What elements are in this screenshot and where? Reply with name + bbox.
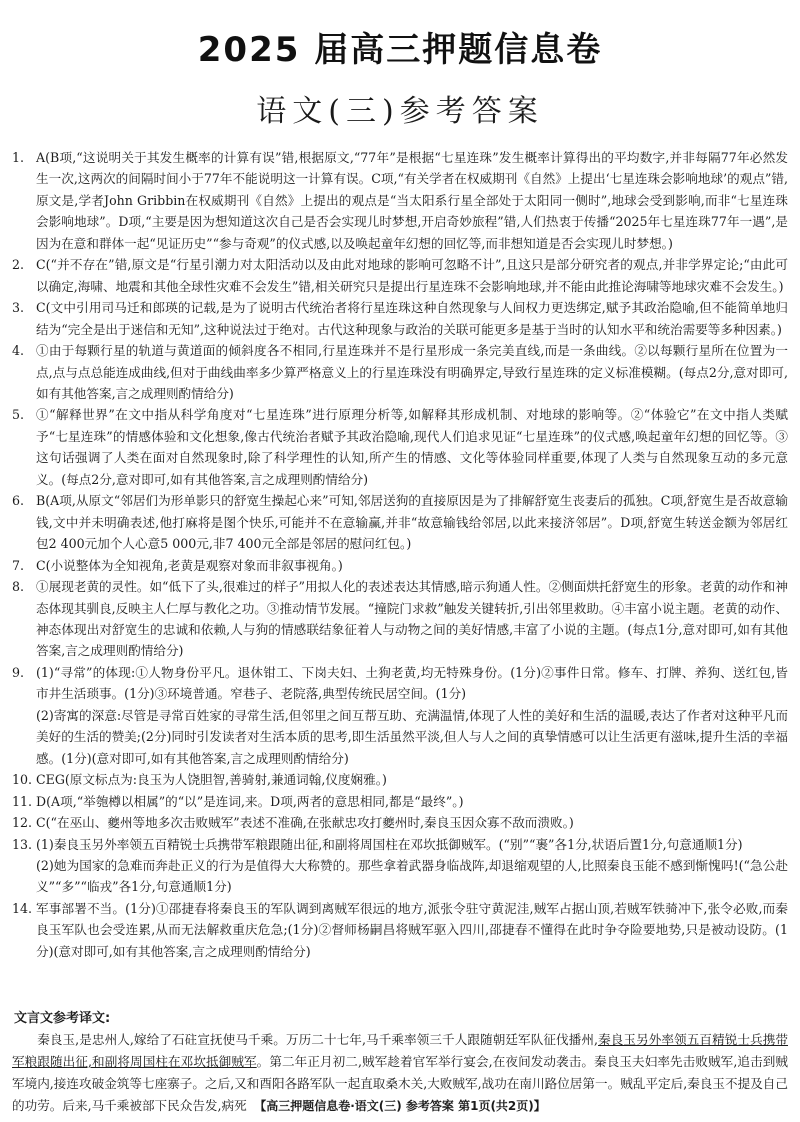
answer-text: C(“在巫山、夔州等地多次击败贼军”表述不准确,在张献忠攻打夔州时,秦良玉因众寡不敌而溃败。) [36,815,574,831]
page-subtitle: 语文(三)参考答案 [256,94,544,129]
answer-text: A(B项,“这说明关于其发生概率的计算有误”错,根据原文,“77年”是根据“七星连珠”发生概率计算得出的平均数字,并非每隔77年必然发生一次,这两次的间隔时间小于77年不能说明这一计算有误。C项,“有关学者在权威期刊《自然》上提出‘七星连珠会影响地球’的观点”错,原文是,学者John Gribbin在权威期刊《自然》上提出的观点是“当太阳系行星全部处于太阳同一侧时”,地球会受到影响,而非“七星连珠会影响地球”。D项,“主要是因为想知道这次自己是否会实现儿时梦想,开启奇妙旅程”错,人们热衷于传播“2025年七星连珠77年一遇”,是因为在意和群体一起“见证历史”“参与奇观”的仪式感,以及唤起童年幻想的回忆等,而非想知道是否会实现儿时梦想。) [36,150,788,251]
answer-text: (1)“寻常”的体现:①人物身份平凡。退休钳工、下岗夫妇、土狗老黄,均无特殊身份。(1分)②事件日常。修车、打牌、养狗、送红包,皆市井生活琐事。(1分)③环境普通。窄巷子、老院落,典型传统民居空间。(1分) [36,664,788,702]
answer-number: 13. [12,836,33,852]
answer-item [12,404,788,490]
answer-text: D(A项,“举匏樽以相属”的“以”是连词,来。D项,两者的意思相同,都是“最终”。) [36,793,464,809]
answer-item [12,297,788,340]
answer-item [12,834,788,855]
answer-number: 14. [12,900,33,916]
answer-number: 3. [12,300,25,316]
answer-number: 10. [12,772,33,788]
answer-number: 11. [12,793,33,809]
answer-number: 9. [12,664,25,680]
answer-text: B(A项,从原文“邻居们为形单影只的舒宽生操起心来”可知,邻居送狗的直接原因是为了排解舒宽生丧妻后的孤独。C项,舒宽生是否故意输钱,文中并未明确表述,他打麻将是图个快乐,可能并不在意输赢,并非“故意输钱给邻居,以此来接济邻居”。D项,舒宽生转送金额为邻居红包2 400元加个人心意5 000元,非7 400元全部是邻居的慰问红包。) [36,493,788,552]
answer-text: CEG(原文标点为:良玉为人饶胆智,善骑射,兼通词翰,仪度娴雅。) [36,772,387,788]
translation-underlined-text: 秦良玉另外率领五百精锐士兵携带军粮跟随出征,和副将周国柱在邓坎抵御贼军 [12,1032,789,1069]
answer-subitem [12,705,788,769]
answer-number: 1. [12,150,25,165]
answer-number: 7. [12,557,25,573]
answer-text: C(小说整体为全知视角,老黄是观察对象而非叙事视角。) [36,557,343,573]
answer-item [12,898,788,962]
translation-heading: 文言文参考译文: [14,1011,111,1026]
answer-text: (1)秦良玉另外率领五百精锐士兵携带军粮跟随出征,和副将周国柱在邓坎抵御贼军。(“别”“裹”各1分,状语后置1分,句意通顺1分) [36,836,743,852]
answer-number: 6. [12,493,25,509]
answer-number: 5. [12,407,25,423]
translation-text: 秦良玉,是忠州人,嫁给了石砫宣抚使马千乘。万历二十七年,马千乘率领三千人跟随朝廷军队征伐播州, [37,1032,599,1047]
page-footer: 【高三押题信息卷·语文(三) 参考答案 第1页(共2页)】 [254,1099,546,1113]
answer-item [12,555,788,576]
translation-text: 。第二年正月初二,贼军趁着官军举行宴会,在夜间发动袭击。秦良玉夫妇率先击败贼军,追击到贼军境内,接连攻破金筑等七座寨子。之后,又和酉阳各路军队一起直取桑木关,大败贼军,战功在南川路位居第一。贼乱平定后,秦良玉不提及自己的功劳。后来,马千乘被部下民众告发,病死 [12,1054,788,1113]
answer-subitem [12,855,788,898]
answer-text: C(文中引用司马迁和郎瑛的记载,是为了说明古代统治者将行星连珠这种自然现象与人间权力更迭绑定,赋予其政治隐喻,但不能简单地归结为“完全是出于迷信和无知”,这种说法过于绝对。古代这种现象与政治的关联可能更多是基于当时的认知水平和统治需要等多种因素。) [36,300,788,337]
answer-item [12,254,788,297]
answer-text: ①展现老黄的灵性。如“低下了头,很难过的样子”用拟人化的表述表达其情感,暗示狗通人性。②侧面烘托舒宽生的形象。老黄的动作和神态体现其驯良,反映主人仁厚与教化之功。③推动情节发展。“撞院门求救”触发关键转折,引出邻里救助。④丰富小说主题。老黄的动作、神态体现出对舒宽生的忠诚和依赖,人与狗的情感联结象征着人与动物之间的美好情感,丰富了小说的主题。(每点1分,意对即可,如有其他答案,言之成理则酌情给分) [36,579,788,659]
answer-text: ①“解释世界”在文中指从科学角度对“七星连珠”进行原理分析等,如解释其形成机制、对地球的影响等。②“体验它”在文中指人类赋予“七星连珠”的情感体验和文化想象,像古代统治者赋予其政治隐喻,现代人们追求见证“七星连珠”的仪式感,唤起童年幻想的回忆等。③这句话强调了人类在面对自然现象时,除了科学理性的认知,所产生的情感、文化等体验同样重要,体现了人类与自然现象互动的多元意义。(每点2分,意对即可,如有其他答案,言之成理则酌情给分) [36,407,788,487]
answer-text: (2)她为国家的急难而奔赴正义的行为是值得大大称赞的。那些拿着武器身临战阵,却退缩观望的人,比照秦良玉能不感到惭愧吗!(“急公赴义”“多”“临戎”各1分,句意通顺1分) [36,857,788,895]
answer-item [12,490,788,554]
answer-item [12,147,788,254]
answer-list [12,147,788,962]
answer-text: (2)寄寓的深意:尽管是寻常百姓家的寻常生活,但邻里之间互帮互助、充满温情,体现了人性的美好和生活的温暖,表达了作者对这种平凡而美好的生活的赞美;(2分)同时引发读者对生活本质的思考,即生活虽然平淡,但人与人之间的真挚情感可以让生活更有滋味,提升生活的幸福感。(1分)(意对即可,如有其他答案,言之成理则酌情给分) [36,707,788,766]
answer-text: C(“并不存在”错,原文是“行星引潮力对太阳活动以及由此对地球的影响可忽略不计”,且这只是部分研究者的观点,并非学界定论;“由此可以确定,海啸、地震和其他全球性灾难不会发生”错,相关研究只是提出行星连珠不会影响地球,并不能由此推论海啸等地球灾难不会发生。) [36,257,788,294]
answer-item [12,576,788,662]
answer-item [12,340,788,404]
answer-number: 8. [12,579,25,595]
answer-number: 12. [12,815,33,831]
page-title: 2025 届高三押题信息卷 [197,30,603,70]
answer-text: 军事部署不当。(1分)①邵捷春将秦良玉的军队调到离贼军很远的地方,派张令驻守黄泥洼,贼军占据山顶,若贼军铁骑冲下,张令必败,而秦良玉军队也会受连累,从而无法解救重庆危急;(1分)②督师杨嗣昌将贼军驱入四川,邵捷春不懂得在此时争夺险要地势,只是被动设防。(1分)(意对即可,如有其他答案,言之成理则酌情给分) [36,900,788,959]
answer-item [12,812,788,833]
answer-number: 4. [12,343,25,359]
answer-item [12,769,788,790]
answer-item [12,662,788,705]
answer-number: 2. [12,257,25,273]
answer-text: ①由于每颗行星的轨道与黄道面的倾斜度各不相同,行星连珠并不是行星形成一条完美直线,而是一条曲线。②以每颗行星所在位置为一点,点与点总能连成曲线,但对于曲线曲率多少算严格意义上的行星连珠没有明确界定,导致行星连珠的定义标准模糊。(每点2分,意对即可,如有其他答案,言之成理则酌情给分) [36,343,788,401]
answer-item [12,791,788,812]
